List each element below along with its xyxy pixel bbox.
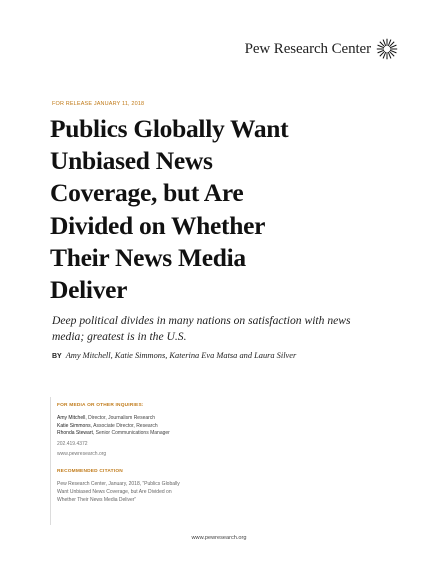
contact-role: , Director, Journalism Research bbox=[85, 415, 156, 421]
byline bbox=[52, 351, 402, 360]
title-line: Publics Globally Want bbox=[50, 114, 289, 143]
byline-label: BY bbox=[52, 353, 62, 360]
citation-line: Whether Their News Media Deliver” bbox=[57, 496, 137, 503]
sunburst-ray bbox=[386, 52, 387, 59]
contact-name: Amy Mitchell bbox=[57, 415, 86, 421]
footer-url: www.pewresearch.org bbox=[191, 535, 247, 541]
report-title bbox=[50, 113, 380, 306]
title-line: Coverage, but Are bbox=[50, 178, 244, 208]
citation-heading: RECOMMENDED CITATION bbox=[57, 468, 123, 474]
contact-role: , Senior Communications Manager bbox=[92, 430, 170, 437]
title-line: Divided on Whether bbox=[50, 210, 266, 240]
release-date: FOR RELEASE JANUARY 11, 2018 bbox=[52, 101, 145, 107]
contact-heading: FOR MEDIA OR OTHER INQUIRIES: bbox=[57, 403, 144, 408]
title-line: Their News Media bbox=[50, 242, 246, 272]
contact-person bbox=[57, 415, 236, 423]
pew-logo bbox=[245, 38, 398, 60]
title-line: Deliver bbox=[50, 275, 128, 305]
subtitle-line: media; greatest is in the U.S. bbox=[52, 329, 187, 343]
contact-box bbox=[50, 397, 236, 525]
title-line: Unbiased News bbox=[50, 146, 213, 176]
byline-authors: Amy Mitchell, Katie Simmons, Katerina Eva Matsa and Laura Silver bbox=[65, 351, 297, 360]
citation-line: Want Unbiased News Coverage, but Are Divided on bbox=[57, 488, 172, 495]
pew-sunburst-icon bbox=[376, 38, 398, 60]
contact-name: Rhonda Stewart bbox=[57, 430, 93, 437]
sunburst-ray bbox=[377, 48, 384, 49]
subtitle-line: Deep political divides in many nations on satisfaction with news bbox=[52, 314, 351, 327]
contact-person bbox=[57, 423, 236, 431]
contact-phone: 202.419.4372 bbox=[57, 440, 88, 447]
sunburst-ray bbox=[386, 39, 387, 46]
report-subtitle bbox=[52, 313, 402, 344]
sunburst-ray bbox=[390, 48, 397, 49]
contact-person bbox=[57, 430, 236, 438]
contact-website: www.pewresearch.org bbox=[57, 451, 107, 458]
contact-role: , Associate Director, Research bbox=[90, 422, 158, 429]
contact-name: Katie Simmons bbox=[57, 422, 91, 429]
citation-text bbox=[57, 481, 227, 504]
citation-line: Pew Research Center, January, 2018, “Publics Globally bbox=[57, 480, 180, 487]
logo-text: Pew Research Center bbox=[244, 40, 371, 57]
